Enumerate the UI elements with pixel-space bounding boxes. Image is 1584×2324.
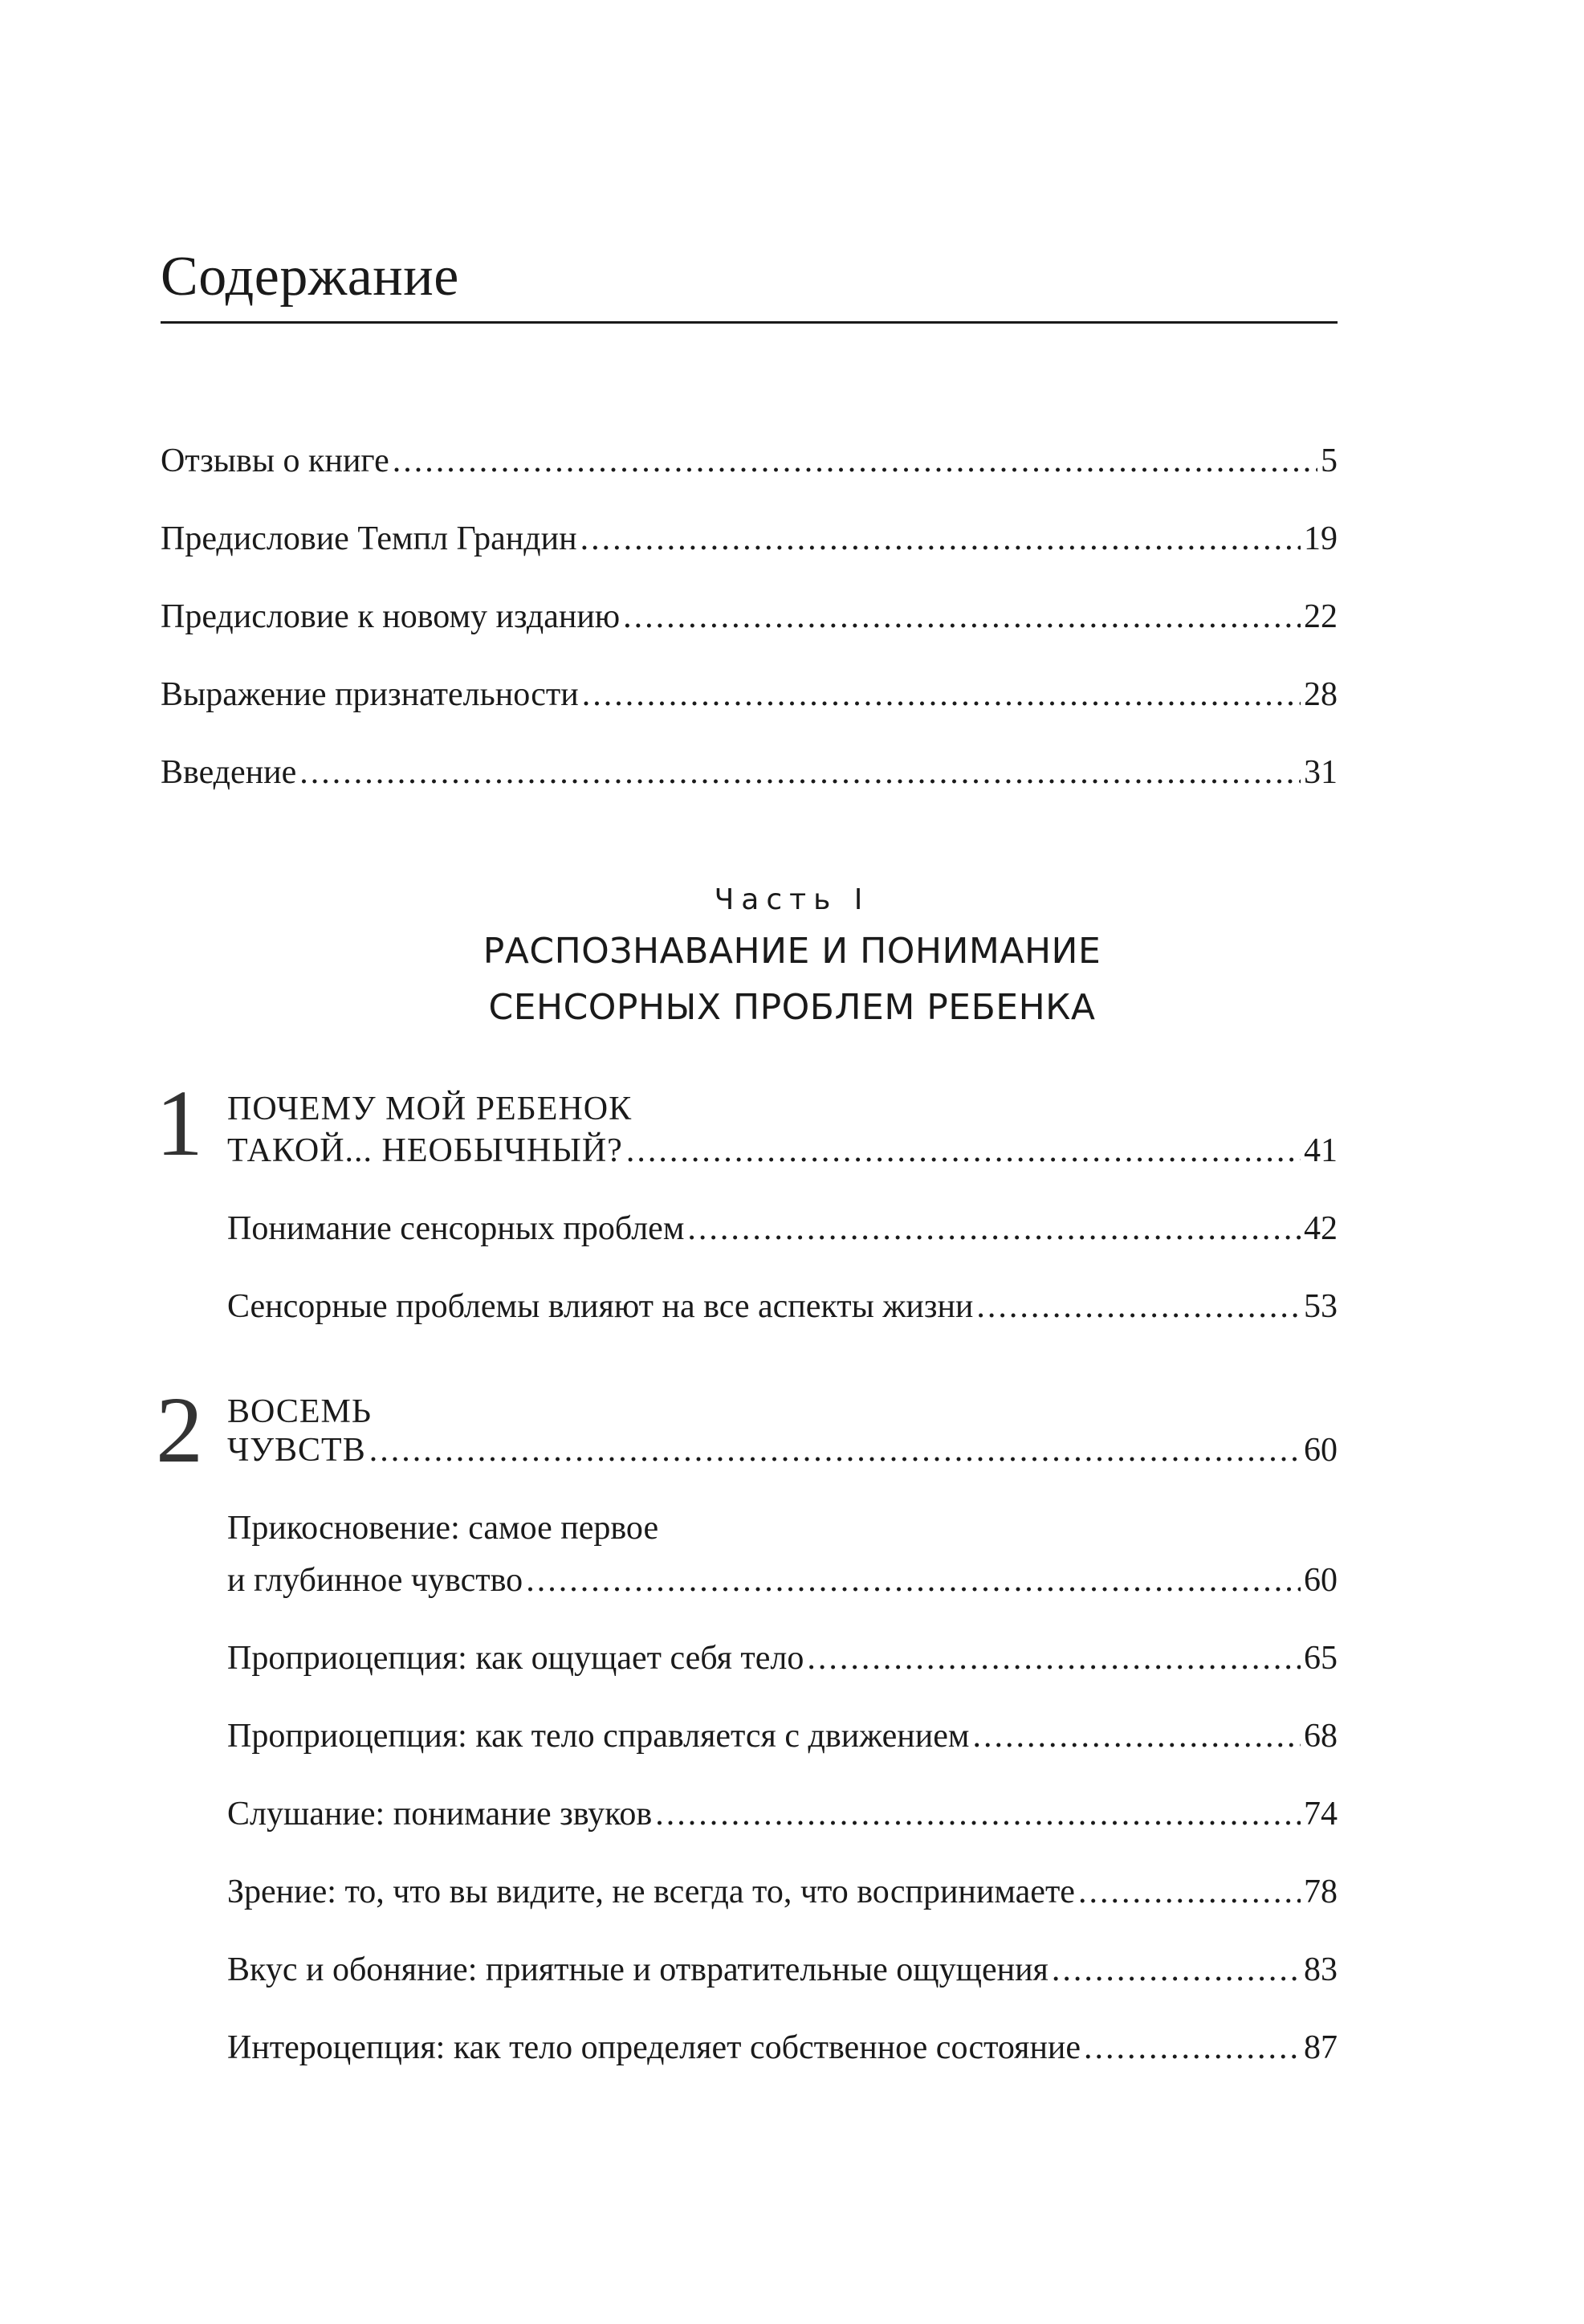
toc-section-entry[interactable] [227,2031,1338,2065]
toc-entry-page: 53 [1304,1288,1338,1325]
part-label: Часть I [714,883,870,916]
toc-entry[interactable] [161,444,1338,478]
chapter-title-line-1: ВОСЕМЬ [227,1393,372,1430]
toc-entry-label: и глубинное чувство [227,1562,523,1599]
title-underline [161,321,1338,324]
toc-entry-label: Зрение: то, что вы видите, не всегда то, что воспринимаете [227,1873,1075,1910]
dot-leader [687,1212,1301,1246]
toc-entry-page: 65 [1304,1640,1338,1677]
dot-leader [393,444,1317,478]
dot-leader [299,756,1301,789]
toc-entry-page: 60 [1304,1562,1338,1599]
toc-entry-label: Предисловие к новому изданию [161,598,621,635]
toc-entry-page: 22 [1304,598,1338,635]
toc-entry-page: 31 [1304,754,1338,791]
toc-entry-label: Слушание: понимание звуков [227,1796,653,1833]
dot-leader [526,1564,1301,1597]
toc-entry-page: 78 [1304,1873,1338,1910]
dot-leader [807,1641,1301,1675]
toc-entry[interactable] [161,600,1338,634]
toc-entry-label: Отзывы о книге [161,442,389,479]
toc-entry-page: 83 [1304,1951,1338,1988]
toc-entry-page: 5 [1321,442,1338,479]
toc-section-entry[interactable] [227,1875,1338,1909]
dot-leader [1052,1953,1301,1987]
toc-entry[interactable] [161,522,1338,556]
toc-entry-page: 87 [1304,2029,1338,2066]
toc-entry[interactable] [161,756,1338,789]
toc-entry-page: 28 [1304,676,1338,713]
dot-leader [626,1134,1301,1168]
toc-entry-label: Интероцепция: как тело определяет собственное состояние [227,2029,1081,2066]
toc-entry-page: 74 [1304,1796,1338,1833]
dot-leader [655,1797,1301,1831]
toc-section-entry[interactable] [227,1564,1338,1597]
toc-section-entry[interactable] [227,1212,1338,1246]
toc-entry-label-line-1: Прикосновение: самое первое [227,1510,659,1547]
toc-entry-label: Понимание сенсорных проблем [227,1210,685,1247]
part-title-line-2: СЕНСОРНЫХ ПРОБЛЕМ РЕБЕНКА [488,987,1096,1028]
toc-entry-label: Вкус и обоняние: приятные и отвратительные ощущения [227,1951,1049,1988]
chapter-entry[interactable] [227,1433,1338,1467]
chapter-number: 1 [156,1070,203,1176]
dot-leader [976,1290,1301,1323]
toc-section-entry[interactable] [227,1719,1338,1753]
toc-entry-page: 41 [1304,1132,1338,1169]
toc-entry-label: Проприоцепция: как тело справляется с движением [227,1718,970,1755]
dot-leader [1084,2031,1301,2065]
toc-entry-page: 42 [1304,1210,1338,1247]
part-title-line-1: РАСПОЗНАВАНИЕ И ПОНИМАНИЕ [483,931,1101,972]
toc-entry-label: Предисловие Темпл Грандин [161,520,577,557]
chapter-entry[interactable] [227,1134,1338,1168]
toc-section-entry[interactable] [227,1290,1338,1323]
chapter-title-line-2: ТАКОЙ... НЕОБЫЧНЫЙ? [227,1132,623,1169]
toc-section-entry[interactable] [227,1953,1338,1987]
dot-leader [369,1433,1301,1467]
chapter-title-line-1: ПОЧЕМУ МОЙ РЕБЕНОК [227,1091,633,1127]
toc-entry-label: Сенсорные проблемы влияют на все аспекты жизни [227,1288,974,1325]
dot-leader [582,678,1301,711]
toc-entry-page: 68 [1304,1718,1338,1755]
toc-entry-label: Выражение признательности [161,676,579,713]
dot-leader [623,600,1301,634]
toc-entry-page: 60 [1304,1432,1338,1469]
toc-entry-label: Проприоцепция: как ощущает себя тело [227,1640,804,1677]
chapter-title-line-2: ЧУВСТВ [227,1432,366,1469]
toc-section-entry[interactable] [227,1797,1338,1831]
chapter-number: 2 [156,1377,203,1482]
dot-leader [1078,1875,1301,1909]
toc-entry-page: 19 [1304,520,1338,557]
toc-entry-label: Введение [161,754,297,791]
dot-leader [580,522,1301,556]
toc-entry[interactable] [161,678,1338,711]
dot-leader [972,1719,1301,1753]
page-title: Содержание [161,246,459,308]
toc-section-entry[interactable] [227,1641,1338,1675]
